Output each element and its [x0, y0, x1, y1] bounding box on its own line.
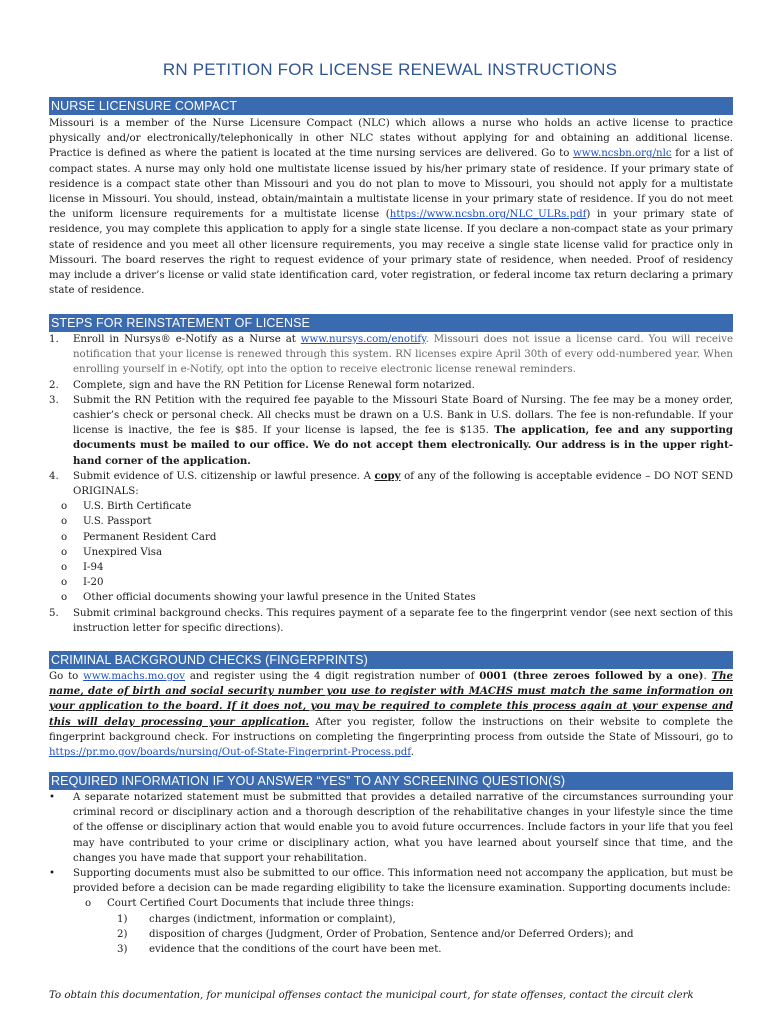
step-5-text: Submit criminal background checks. This requires payment of a separate fee to the fingerprint vendor (see next section of this instruction letter for specific directions).	[73, 607, 733, 634]
step-1	[49, 332, 733, 378]
criminal-text: After you register, follow the instructions on their website to complete the fingerprint background check. For instructions on completing the fingerprinting process from outside the State of Missouri, go to	[49, 716, 733, 743]
statement-requirement: A separate notarized statement must be submitted that provides a detailed narrative of the circumstances surrounding your criminal record or disciplinary action and a thorough description of the rehabilitative changes in your lifestyle since the time of the offense or disciplinary action that would enable you to avoid future occurrences. Include factors in your life that you feel may have contributed to your crime or disciplinary action, what you have learned about yourself since that time, and the changes you have made that support your rehabilitation.	[73, 792, 733, 864]
ncsbn-nlc-link[interactable]: www.ncsbn.org/nlc	[573, 148, 672, 160]
list-item	[49, 545, 733, 560]
item-text: evidence that the conditions of the court have been met.	[149, 944, 442, 956]
ncsbn-ulrs-link[interactable]: https://www.ncsbn.org/NLC_ULRs.pdf	[389, 209, 587, 221]
step-number: 3.	[49, 394, 59, 406]
step-5	[49, 606, 733, 636]
step-4-text-2: of any of the following is acceptable evidence – DO NOT SEND ORIGINALS:	[73, 470, 733, 498]
footer-note: To obtain this documentation, for municipal offenses contact the municipal court, for state offenses, contact the circuit clerk	[49, 990, 694, 1001]
court-docs-text: Court Certified Court Documents that include three things:	[107, 898, 415, 910]
circle-bullet-icon: o	[61, 516, 68, 528]
step-3-bold-text: The application, fee and any supporting documents must be mailed to our office. We do not accept them electronically. Our address is in the upper right-hand corner of the application.	[73, 424, 733, 467]
list-item	[49, 530, 733, 545]
nlc-text-1: Missouri is a member of the Nurse Licensure Compact (NLC) which allows a nurse who holds an active license to practice physically and/or electronically/telephonically in other NLC states without applying for and obtaining an additional license. Practice is defined as where the patient is located at the time nursing services are delivered. Go to	[49, 118, 733, 160]
circle-bullet-icon: o	[61, 592, 68, 604]
circle-bullet-icon: o	[85, 898, 92, 910]
list-item	[49, 790, 733, 866]
evidence-item: Other official documents showing your lawful presence in the United States	[83, 592, 476, 604]
circle-bullet-icon: o	[61, 531, 68, 543]
evidence-item: Permanent Resident Card	[83, 531, 217, 543]
item-text: charges (indictment, information or complaint),	[149, 913, 396, 925]
steps-list	[49, 332, 733, 636]
list-item	[49, 499, 733, 514]
step-1-note: . Missouri does not issue a license card. You will receive notification that your license is renewed through this system. RN licenses expire April 30th of every odd-numbered year. When enrolling yourself in e-Notify, opt into the option to receive electronic license renewal reminders.	[73, 334, 733, 376]
criminal-paragraph	[49, 669, 733, 760]
nlc-text-3: ) in your primary state of residence, you may complete this application to apply for a single state license. If you declare a non-compact state as your primary state of residence and you meet all other licensure requirements, you may receive a single state license valid for practice only in Missouri. The board reserves the right to request evidence of your primary state of residence, when needed. Proof of residency may include a driver’s license or valid state identification card, voter registration, or federal income tax return declaring a primary state of residence.	[49, 209, 733, 297]
list-item	[49, 560, 733, 575]
bullet-icon: •	[49, 792, 56, 803]
court-docs-list	[73, 896, 733, 957]
list-item	[49, 575, 733, 590]
court-items-list	[107, 912, 733, 958]
step-number: 1.	[49, 334, 59, 345]
list-item	[49, 514, 733, 529]
list-item	[107, 912, 733, 927]
required-heading: REQUIRED INFORMATION IF YOU ANSWER “YES” TO ANY SCREENING QUESTION(S)	[49, 772, 733, 790]
step-2	[49, 378, 733, 393]
list-item	[49, 866, 733, 957]
evidence-list	[49, 499, 733, 605]
evidence-item: U.S. Birth Certificate	[83, 501, 192, 513]
copy-emphasis: copy	[374, 469, 401, 482]
match-warning: The name, date of birth and social security number you use to register with MACHS must match the same information on your application to the board. If it does not, you may be required to complete this process again at your expense and this will delay processing your application.	[49, 670, 733, 728]
required-section	[49, 772, 733, 957]
machs-link[interactable]: www.machs.mo.gov	[83, 671, 186, 682]
step-2-text: Complete, sign and have the RN Petition for License Renewal form notarized.	[73, 379, 475, 391]
step-3	[49, 393, 733, 469]
item-text: disposition of charges (Judgment, Order of Probation, Sentence and/or Deferred Orders); and	[149, 928, 634, 940]
list-item	[49, 590, 733, 605]
step-3-text: Submit the RN Petition with the required fee payable to the Missouri State Board of Nursing. The fee may be a money order, cashier’s check or personal check. All checks must be drawn on a U.S. Bank in U.S. dollars. The fee is non-refundable. If your license is inactive, the fee is $85. If your license is lapsed, the fee is $135.	[73, 394, 733, 437]
step-number: 4.	[49, 470, 59, 482]
list-item	[107, 942, 733, 957]
supporting-docs-requirement: Supporting documents must also be submitted to our office. This information need not accompany the application, but must be provided before a decision can be made regarding eligibility to take the licensure examination. Supporting documents include:	[73, 868, 733, 895]
enotify-link[interactable]: www.nursys.com/enotify	[300, 334, 426, 345]
circle-bullet-icon: o	[61, 577, 68, 589]
item-number: 1)	[117, 913, 128, 925]
required-list	[49, 790, 733, 957]
list-item	[107, 927, 733, 942]
nlc-heading: NURSE LICENSURE COMPACT	[49, 97, 733, 115]
bullet-icon: •	[49, 868, 56, 880]
nlc-section	[49, 97, 733, 298]
nlc-text-2: for a list of compact states. A nurse may only hold one multistate license issued by his/her primary state of residence. If your primary state of residence is a compact state other than Missouri and you do not plan to move to Missouri, you should not apply for a multistate license in Missouri. You should, instead, obtain/maintain a multistate license in your primary state of residence. If you do not meet the uniform licensure requirements for a multistate license (	[49, 148, 733, 221]
item-number: 2)	[117, 928, 128, 940]
step-number: 5.	[49, 607, 59, 619]
criminal-text: .	[703, 671, 712, 682]
step-1-text: Enroll in Nursys® e-Notify as a Nurse at	[73, 334, 301, 345]
evidence-item: U.S. Passport	[83, 516, 152, 528]
registration-number: 0001 (three zeroes followed by a one)	[479, 670, 704, 682]
circle-bullet-icon: o	[61, 546, 68, 558]
step-4-text: Submit evidence of U.S. citizenship or lawful presence. A	[73, 470, 375, 482]
criminal-text: and register using the 4 digit registration number of	[185, 671, 480, 682]
list-item	[73, 896, 733, 957]
circle-bullet-icon: o	[61, 562, 68, 574]
evidence-item: I-20	[83, 577, 104, 589]
fingerprint-process-link[interactable]: https://pr.mo.gov/boards/nursing/Out-of-State-Fingerprint-Process.pdf	[49, 747, 411, 759]
criminal-section	[49, 651, 733, 760]
step-4	[49, 469, 733, 606]
step-number: 2.	[49, 379, 59, 391]
evidence-item: Unexpired Visa	[83, 546, 163, 558]
criminal-text: Go to	[49, 671, 84, 682]
page-title: RN PETITION FOR LICENSE RENEWAL INSTRUCTIONS	[162, 60, 618, 79]
steps-heading: STEPS FOR REINSTATEMENT OF LICENSE	[49, 314, 733, 332]
nlc-paragraph	[49, 116, 733, 298]
item-number: 3)	[117, 944, 128, 956]
criminal-text: .	[410, 747, 414, 759]
steps-section	[49, 314, 733, 636]
evidence-item: I-94	[83, 562, 104, 574]
circle-bullet-icon: o	[61, 501, 68, 513]
criminal-heading: CRIMINAL BACKGROUND CHECKS (FINGERPRINTS)	[49, 651, 733, 669]
